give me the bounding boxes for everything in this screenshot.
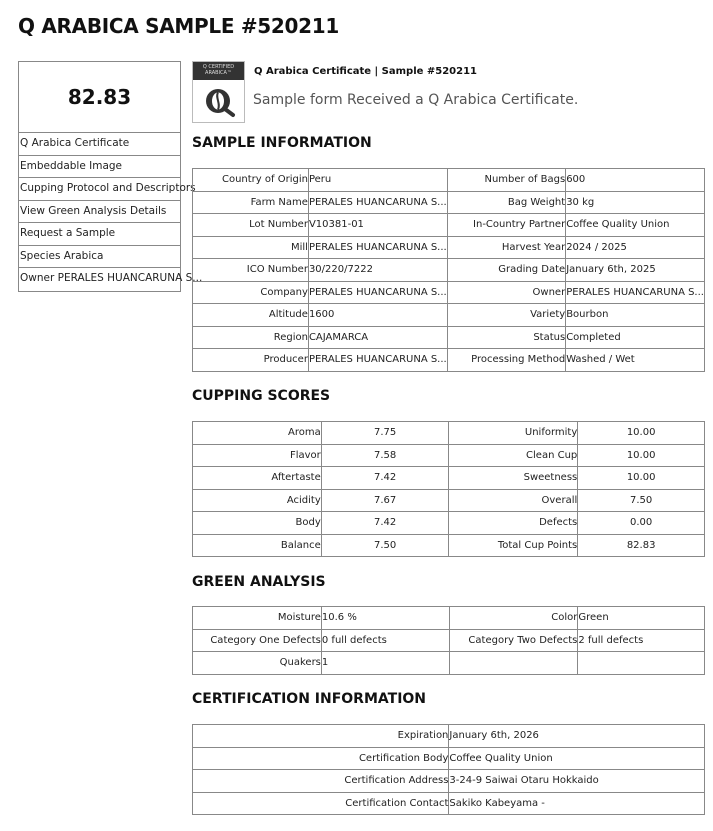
field-value: 2024 / 2025 (566, 236, 705, 259)
field-value: PERALES HUANCARUNA S... (566, 281, 705, 304)
certificate-subtitle: Sample form Received a Q Arabica Certificate. (253, 92, 579, 108)
table-row (193, 467, 705, 490)
table-row (193, 652, 705, 675)
green-analysis-table (192, 606, 705, 675)
page-title: Q ARABICA SAMPLE #520211 (18, 14, 339, 38)
table-row (193, 489, 705, 512)
field-label: Processing Method (447, 349, 565, 372)
field-value: Coffee Quality Union (449, 747, 705, 770)
badge-line2: ARABICA™ (205, 70, 232, 76)
field-label: Moisture (193, 607, 322, 630)
field-label: Clean Cup (449, 444, 578, 467)
sample-information-table (192, 168, 705, 372)
field-value: 600 (566, 169, 705, 192)
table-row (193, 607, 705, 630)
cupping-scores-title: CUPPING SCORES (192, 388, 331, 404)
field-label: Number of Bags (447, 169, 565, 192)
field-label: Lot Number (193, 214, 309, 237)
field-value: 0 full defects (321, 629, 449, 652)
field-value: Bourbon (566, 304, 705, 327)
field-value: 7.58 (321, 444, 449, 467)
field-label: Producer (193, 349, 309, 372)
table-row (193, 236, 705, 259)
sidebar-item-request-sample[interactable]: Request a Sample (19, 223, 180, 246)
field-value: Green (578, 607, 705, 630)
field-label: Flavor (193, 444, 322, 467)
table-row (193, 349, 705, 372)
field-label: Certification Contact (193, 792, 449, 815)
field-label: Aroma (193, 422, 322, 445)
field-label: Harvest Year (447, 236, 565, 259)
field-value: 2 full defects (578, 629, 705, 652)
field-value: 7.42 (321, 467, 449, 490)
field-value: 1 (321, 652, 449, 675)
table-row (193, 304, 705, 327)
field-label: Total Cup Points (449, 534, 578, 557)
field-value: 1600 (308, 304, 447, 327)
field-label: Category Two Defects (449, 629, 578, 652)
field-label: Farm Name (193, 191, 309, 214)
cupping-scores-table (192, 421, 705, 557)
field-value: Peru (308, 169, 447, 192)
field-label: Body (193, 512, 322, 535)
field-value: January 6th, 2026 (449, 725, 705, 748)
badge-label (193, 62, 244, 80)
green-analysis-title: GREEN ANALYSIS (192, 574, 326, 590)
field-label: ICO Number (193, 259, 309, 282)
sidebar-item-embeddable-image[interactable]: Embeddable Image (19, 156, 180, 179)
field-label: Sweetness (449, 467, 578, 490)
field-label: Balance (193, 534, 322, 557)
certificate-header (192, 61, 707, 123)
table-row (193, 281, 705, 304)
table-row (193, 326, 705, 349)
field-label: Owner (447, 281, 565, 304)
field-value: 7.42 (321, 512, 449, 535)
certificate-title: Q Arabica Certificate | Sample #520211 (254, 66, 478, 77)
field-label: Grading Date (447, 259, 565, 282)
table-row (193, 259, 705, 282)
table-row (193, 444, 705, 467)
field-label: Overall (449, 489, 578, 512)
sidebar-item-green-analysis-details[interactable]: View Green Analysis Details (19, 201, 180, 224)
field-label: Region (193, 326, 309, 349)
field-value: PERALES HUANCARUNA S... (308, 191, 447, 214)
field-value: 7.67 (321, 489, 449, 512)
field-label: Certification Address (193, 770, 449, 793)
field-label: Country of Origin (193, 169, 309, 192)
field-value: 10.00 (578, 422, 705, 445)
total-score: 82.83 (19, 62, 180, 133)
field-value: 0.00 (578, 512, 705, 535)
field-value: CAJAMARCA (308, 326, 447, 349)
certification-information-title: CERTIFICATION INFORMATION (192, 691, 427, 707)
field-value: Completed (566, 326, 705, 349)
field-value: 10.00 (578, 467, 705, 490)
field-value: 30/220/7222 (308, 259, 447, 282)
sidebar (18, 61, 203, 292)
field-label: Defects (449, 512, 578, 535)
sidebar-item-q-arabica-certificate[interactable]: Q Arabica Certificate (19, 133, 180, 156)
field-value: PERALES HUANCARUNA S... (308, 236, 447, 259)
field-value: 10.6 % (321, 607, 449, 630)
badge-line1: Q CERTIFIED (202, 64, 235, 70)
field-label: In-Country Partner (447, 214, 565, 237)
table-row (193, 747, 705, 770)
field-label: Uniformity (449, 422, 578, 445)
field-label: Expiration (193, 725, 449, 748)
field-value: 7.50 (578, 489, 705, 512)
field-value: 30 kg (566, 191, 705, 214)
field-value: 10.00 (578, 444, 705, 467)
field-label: Variety (447, 304, 565, 327)
table-row (193, 512, 705, 535)
sample-information-title: SAMPLE INFORMATION (192, 135, 372, 151)
table-row (193, 534, 705, 557)
q-certified-badge (192, 61, 245, 123)
table-row (193, 629, 705, 652)
field-value: V10381-01 (308, 214, 447, 237)
field-label: Certification Body (193, 747, 449, 770)
table-row (193, 725, 705, 748)
field-value: 82.83 (578, 534, 705, 557)
field-value: Coffee Quality Union (566, 214, 705, 237)
field-value: Washed / Wet (566, 349, 705, 372)
field-label: Color (449, 607, 578, 630)
field-label: Status (447, 326, 565, 349)
table-row (193, 169, 705, 192)
table-row (193, 191, 705, 214)
field-value (578, 652, 705, 675)
field-value: January 6th, 2025 (566, 259, 705, 282)
sidebar-item-species: Species Arabica (19, 246, 180, 269)
table-row (193, 792, 705, 815)
field-value: PERALES HUANCARUNA S... (308, 349, 447, 372)
table-row (193, 214, 705, 237)
field-value: Sakiko Kabeyama - (449, 792, 705, 815)
table-row (193, 422, 705, 445)
q-coffee-bean-icon (203, 87, 236, 117)
table-row (193, 770, 705, 793)
field-label: Bag Weight (447, 191, 565, 214)
field-label: Mill (193, 236, 309, 259)
field-value: PERALES HUANCARUNA S... (308, 281, 447, 304)
field-label: Altitude (193, 304, 309, 327)
field-label: Acidity (193, 489, 322, 512)
field-value: 7.75 (321, 422, 449, 445)
field-label (449, 652, 578, 675)
field-value: 3-24-9 Saiwai Otaru Hokkaido (449, 770, 705, 793)
sidebar-item-owner: Owner PERALES HUANCARUNA S... (20, 272, 203, 284)
certification-information-table (192, 724, 705, 815)
field-label: Aftertaste (193, 467, 322, 490)
field-label: Quakers (193, 652, 322, 675)
field-label: Category One Defects (193, 629, 322, 652)
field-label: Company (193, 281, 309, 304)
sidebar-item-cupping-protocol[interactable]: Cupping Protocol and Descriptors (19, 178, 180, 201)
field-value: 7.50 (321, 534, 449, 557)
